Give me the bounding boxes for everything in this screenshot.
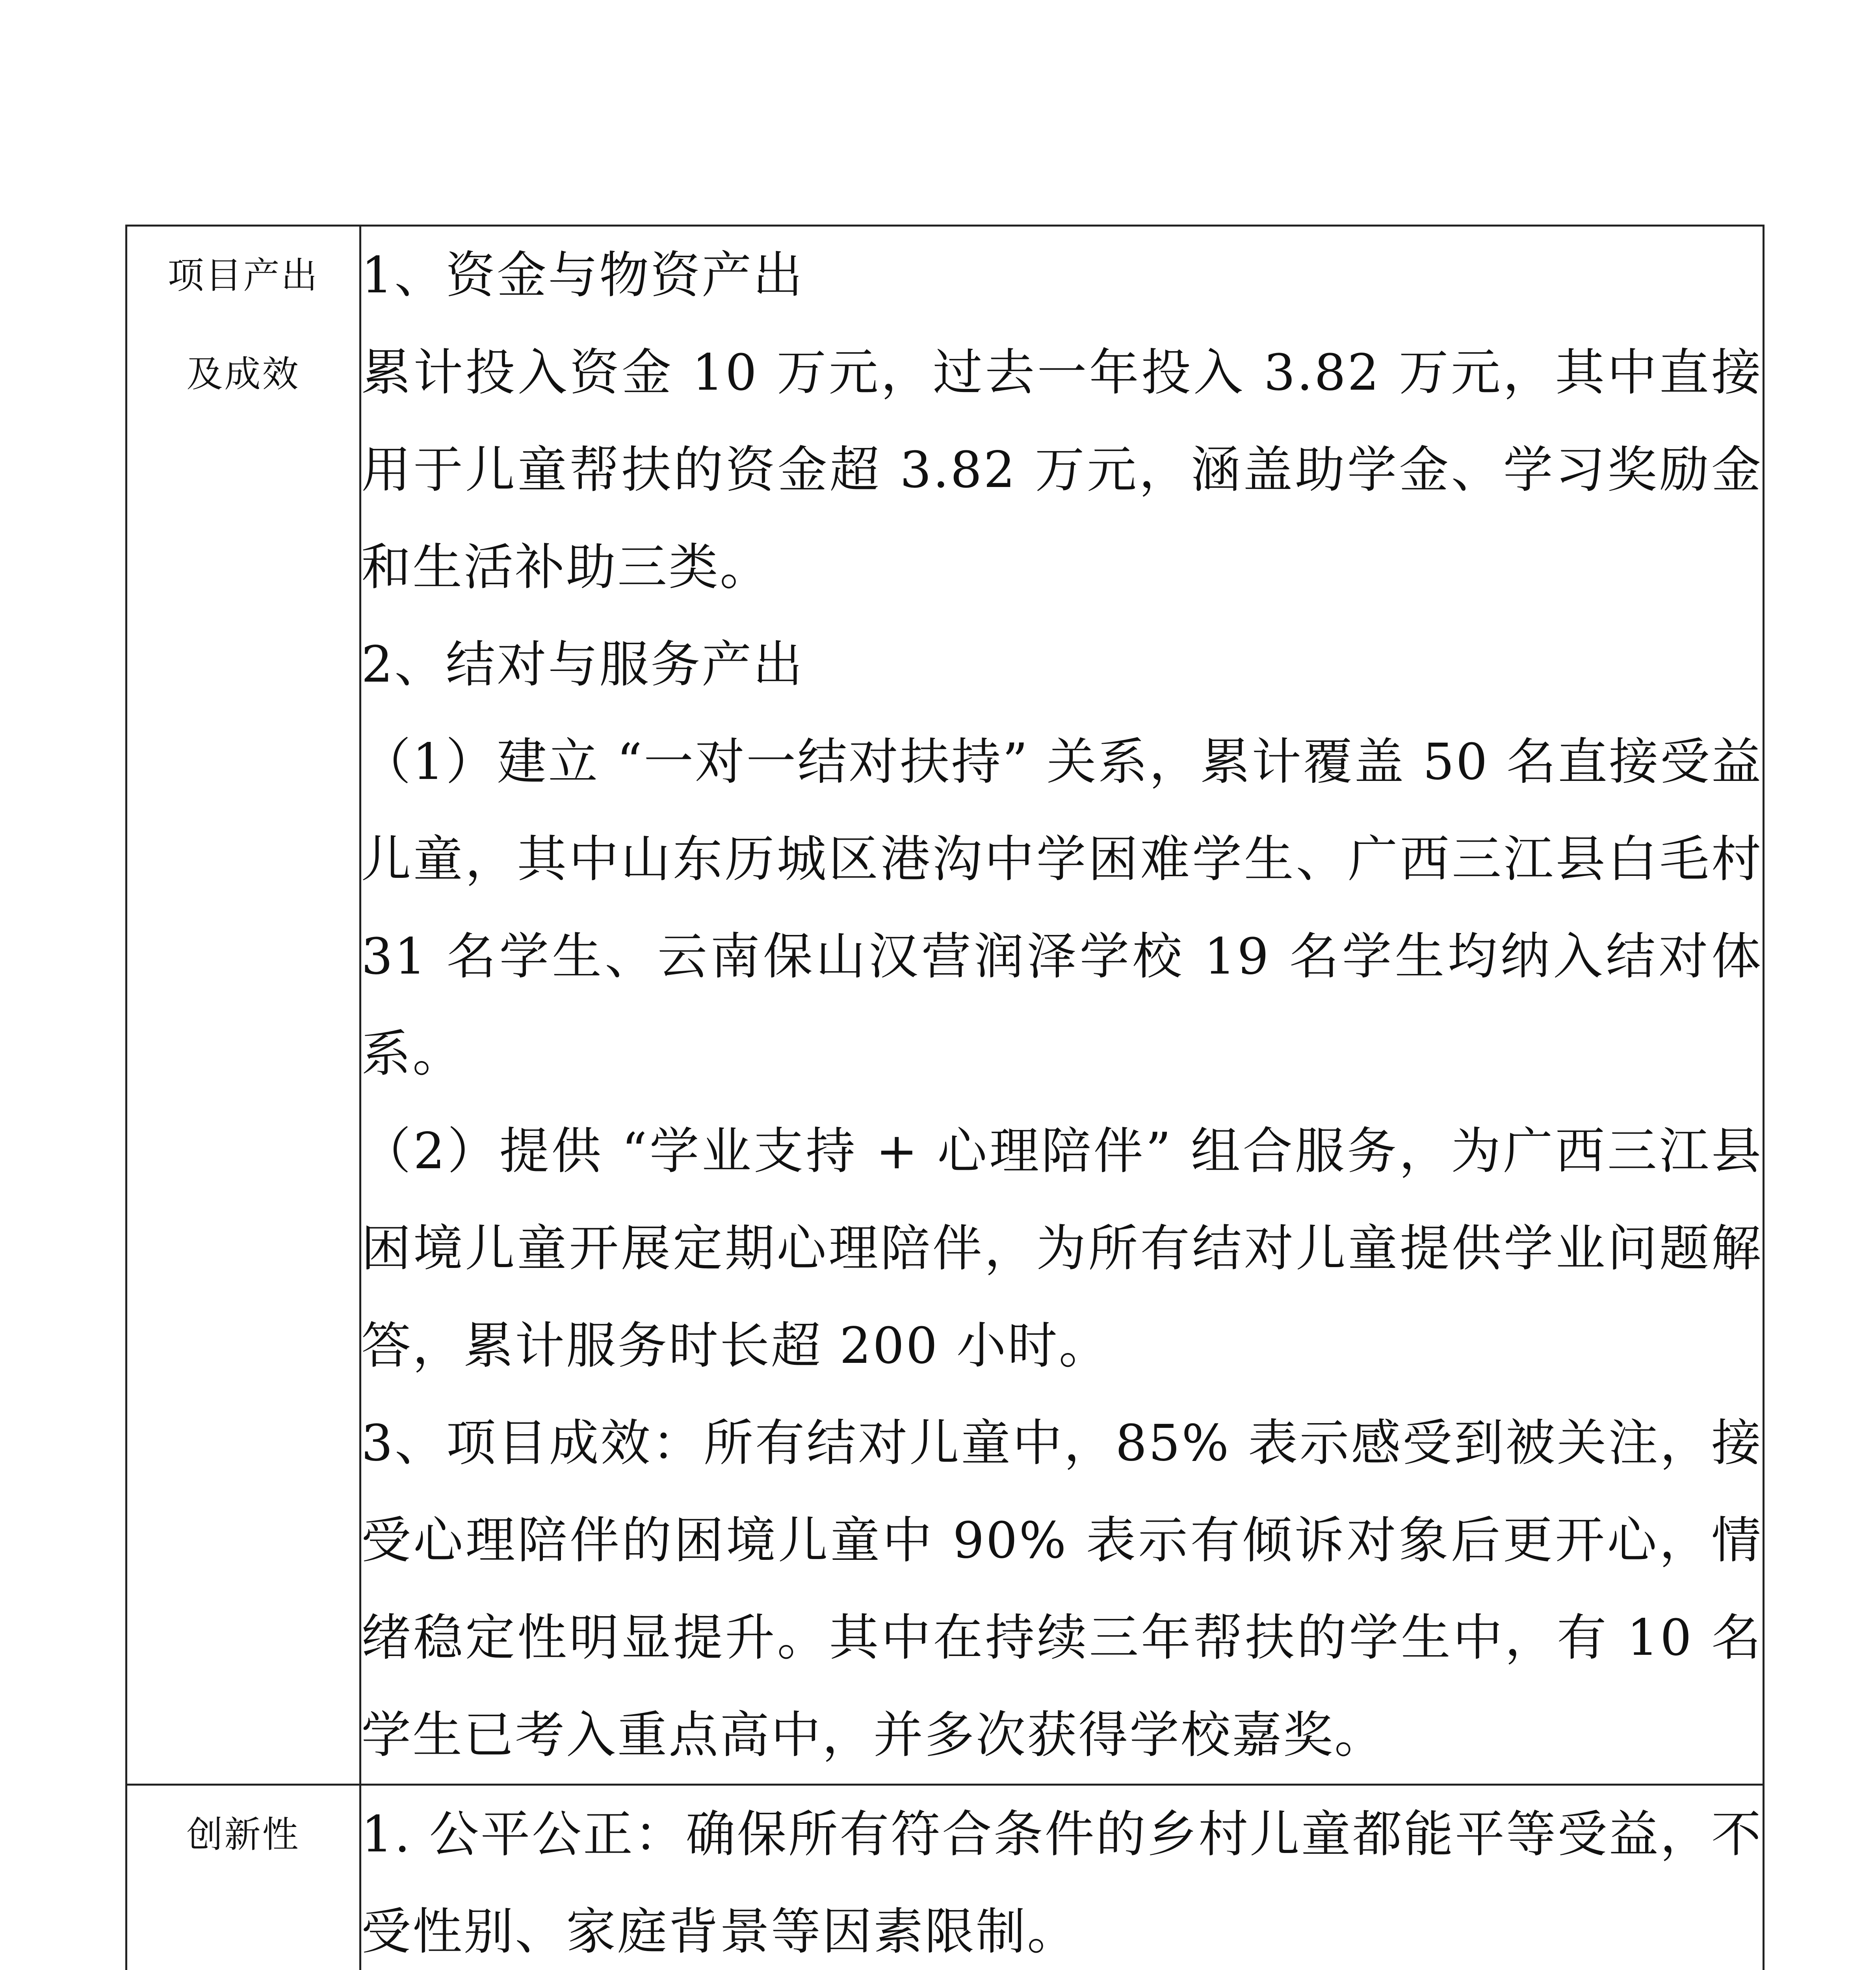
row-label-cell	[126, 226, 360, 1785]
row-content-cell	[360, 1785, 1764, 1970]
content-paragraph: 累计投入资金 10 万元，过去一年投入 3.82 万元，其中直接用于儿童帮扶的资金超 3.82 万元，涵盖助学金、学习奖励金和生活补助三类。	[361, 344, 1763, 596]
table-row-outcomes	[126, 226, 1764, 1785]
content-heading: 1、资金与物资产出	[361, 246, 804, 304]
row-label-line: 创新性	[186, 1814, 300, 1856]
content-heading: 2、结对与服务产出	[361, 636, 804, 693]
row-content-cell	[360, 226, 1764, 1785]
project-table	[125, 225, 1765, 1970]
table-row-innovation	[126, 1785, 1764, 1970]
row-label-line: 及成效	[186, 353, 300, 395]
row-label-line: 项目产出	[167, 255, 319, 297]
content-paragraph: （2）提供 “学业支持 + 心理陪伴” 组合服务，为广西三江县困境儿童开展定期心理陪伴，为所有结对儿童提供学业问题解答，累计服务时长超 200 小时。	[361, 1122, 1763, 1375]
row-label-cell	[126, 1785, 360, 1970]
content-paragraph: 3、项目成效：所有结对儿童中，85% 表示感受到被关注，接受心理陪伴的困境儿童中 90% 表示有倾诉对象后更开心，情绪稳定性明显提升。其中在持续三年帮扶的学生中，有 10 名学生已考入重点高中，并多次获得学校嘉奖。	[361, 1414, 1763, 1764]
content-paragraph: 1. 公平公正：确保所有符合条件的乡村儿童都能平等受益，不受性别、家庭背景等因素限制。	[361, 1805, 1763, 1961]
content-paragraph: （1）建立 “一对一结对扶持” 关系，累计覆盖 50 名直接受益儿童，其中山东历城区港沟中学困难学生、广西三江县白毛村 31 名学生、云南保山汉营润泽学校 19 名学生均纳入结对体系。	[361, 733, 1763, 1083]
